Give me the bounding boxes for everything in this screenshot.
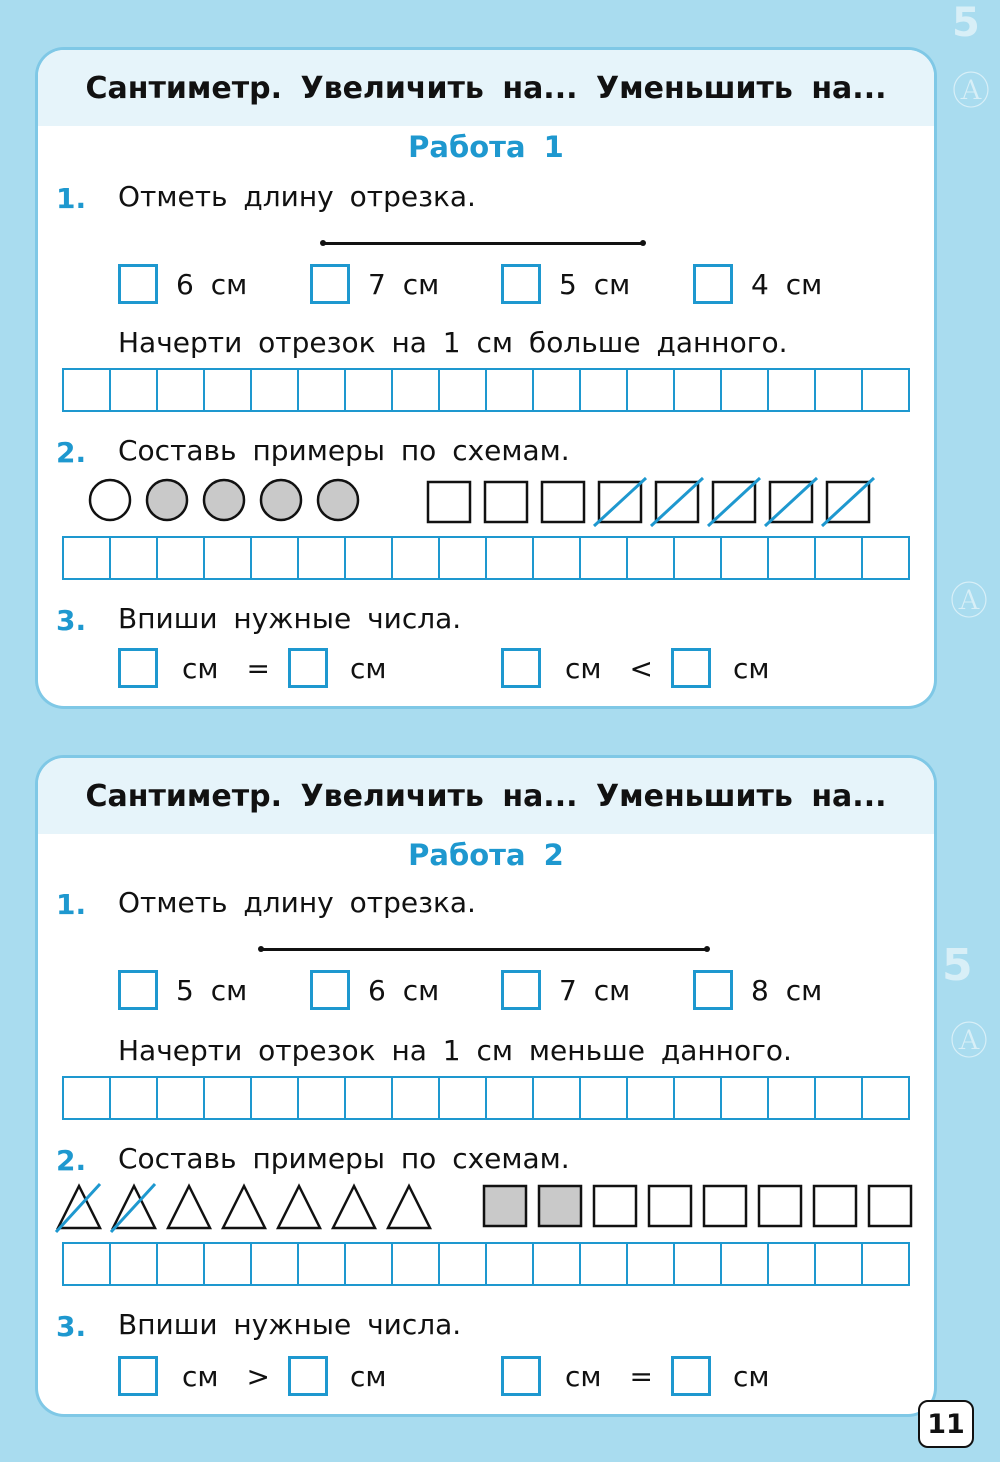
grid-cell[interactable]: [863, 1076, 910, 1120]
task-subtext: Начерти отрезок на 1 см больше данного.: [118, 326, 788, 359]
square-shape: [814, 1186, 856, 1226]
grid-cell[interactable]: [205, 1076, 252, 1120]
unit-label: см: [733, 651, 770, 685]
triangle-shape: [278, 1186, 320, 1228]
squares-schema: [480, 1182, 920, 1232]
comparison-sign: <: [629, 651, 653, 685]
grid-cell[interactable]: [722, 1242, 769, 1286]
grid-cell[interactable]: [393, 368, 440, 412]
background-doodle-5: 5: [952, 0, 980, 46]
circle-shape: [90, 480, 130, 520]
number-input-box[interactable]: [501, 1356, 541, 1396]
background-doodle-a: Ⓐ: [952, 69, 991, 113]
grid-cell[interactable]: [581, 1242, 628, 1286]
grid-cell[interactable]: [816, 368, 863, 412]
length-option[interactable]: [501, 264, 630, 304]
grid-cell[interactable]: [393, 1076, 440, 1120]
squares-schema: [424, 476, 884, 528]
grid-cell[interactable]: [64, 368, 111, 412]
number-input-box[interactable]: [288, 648, 328, 688]
unit-label: см: [350, 651, 387, 685]
grid-cell[interactable]: [393, 1242, 440, 1286]
comparison-equal: [501, 1356, 784, 1396]
grid-cell[interactable]: [440, 368, 487, 412]
card-title: Сантиметр. Увеличить на... Уменьшить на...: [38, 758, 934, 834]
length-option[interactable]: [310, 970, 439, 1010]
answer-checkbox[interactable]: [501, 970, 541, 1010]
option-label: 6 см: [176, 267, 248, 301]
task-text: Впиши нужные числа.: [118, 602, 462, 635]
grid-cell[interactable]: [581, 536, 628, 580]
grid-cell[interactable]: [816, 1076, 863, 1120]
drawing-grid[interactable]: [62, 1076, 910, 1120]
comparison-greater: [118, 1356, 401, 1396]
grid-cell[interactable]: [299, 368, 346, 412]
number-input-box[interactable]: [118, 1356, 158, 1396]
grid-cell[interactable]: [487, 368, 534, 412]
answer-checkbox[interactable]: [118, 264, 158, 304]
grid-cell[interactable]: [769, 536, 816, 580]
length-option[interactable]: [501, 970, 630, 1010]
grid-cell[interactable]: [722, 368, 769, 412]
grid-cell[interactable]: [111, 536, 158, 580]
drawing-grid[interactable]: [62, 368, 910, 412]
grid-cell[interactable]: [111, 368, 158, 412]
comparison-sign: =: [246, 651, 270, 685]
task-number: 2.: [56, 436, 87, 469]
drawing-grid[interactable]: [62, 1242, 910, 1286]
grid-cell[interactable]: [675, 368, 722, 412]
comparison-equal: [118, 648, 401, 688]
triangle-shape: [223, 1186, 265, 1228]
circle-shape: [318, 480, 358, 520]
number-input-box[interactable]: [118, 648, 158, 688]
grid-cell[interactable]: [299, 536, 346, 580]
grid-cell[interactable]: [299, 1076, 346, 1120]
task-number: 2.: [56, 1144, 87, 1177]
grid-cell[interactable]: [393, 536, 440, 580]
answer-checkbox[interactable]: [118, 970, 158, 1010]
grid-cell[interactable]: [205, 1242, 252, 1286]
square-shape: [594, 1186, 636, 1226]
grid-cell[interactable]: [158, 1242, 205, 1286]
option-label: 7 см: [559, 973, 631, 1007]
grid-cell[interactable]: [863, 368, 910, 412]
grid-cell[interactable]: [487, 536, 534, 580]
task-number: 3.: [56, 1310, 87, 1343]
grid-cell[interactable]: [205, 368, 252, 412]
grid-cell[interactable]: [440, 1242, 487, 1286]
square-shape: [869, 1186, 911, 1226]
unit-label: см: [565, 1359, 602, 1393]
background-doodle-a2: Ⓐ: [950, 1019, 989, 1063]
grid-cell[interactable]: [346, 536, 393, 580]
unit-label: см: [733, 1359, 770, 1393]
grid-cell[interactable]: [628, 1242, 675, 1286]
triangle-shape: [388, 1186, 430, 1228]
grid-cell[interactable]: [816, 1242, 863, 1286]
background-doodle-5b: 5: [942, 940, 973, 991]
option-label: 5 см: [559, 267, 631, 301]
answer-checkbox[interactable]: [310, 970, 350, 1010]
square-shape: [485, 482, 527, 522]
grid-cell[interactable]: [769, 1242, 816, 1286]
drawing-grid[interactable]: [62, 536, 910, 580]
grid-cell[interactable]: [675, 1242, 722, 1286]
circles-schema: [88, 476, 378, 526]
number-input-box[interactable]: [501, 648, 541, 688]
answer-checkbox[interactable]: [693, 264, 733, 304]
grid-cell[interactable]: [111, 1242, 158, 1286]
grid-cell[interactable]: [769, 1076, 816, 1120]
grid-cell[interactable]: [534, 1242, 581, 1286]
grid-cell[interactable]: [722, 536, 769, 580]
grid-cell[interactable]: [722, 1076, 769, 1120]
answer-checkbox[interactable]: [693, 970, 733, 1010]
square-shape: [649, 1186, 691, 1226]
task-text: Отметь длину отрезка.: [118, 180, 476, 213]
grid-cell[interactable]: [534, 368, 581, 412]
option-label: 5 см: [176, 973, 248, 1007]
number-input-box[interactable]: [288, 1356, 328, 1396]
task-text: Впиши нужные числа.: [118, 1308, 462, 1341]
unit-label: см: [350, 1359, 387, 1393]
comparison-sign: >: [246, 1359, 270, 1393]
grid-cell[interactable]: [534, 536, 581, 580]
option-label: 7 см: [368, 267, 440, 301]
unit-label: см: [182, 651, 219, 685]
comparison-sign: =: [629, 1359, 653, 1393]
circle-shape: [204, 480, 244, 520]
answer-checkbox[interactable]: [310, 264, 350, 304]
length-option[interactable]: [118, 264, 247, 304]
number-input-box[interactable]: [671, 1356, 711, 1396]
unit-label: см: [182, 1359, 219, 1393]
grid-cell[interactable]: [64, 536, 111, 580]
grid-cell[interactable]: [299, 1242, 346, 1286]
option-label: 4 см: [751, 267, 823, 301]
grid-cell[interactable]: [252, 368, 299, 412]
task-number: 1.: [56, 888, 87, 921]
work-label: Работа 1: [408, 130, 564, 164]
grid-cell[interactable]: [675, 536, 722, 580]
task-number: 3.: [56, 604, 87, 637]
grid-cell[interactable]: [863, 536, 910, 580]
grid-cell[interactable]: [628, 368, 675, 412]
length-option[interactable]: [693, 264, 822, 304]
grid-cell[interactable]: [675, 1076, 722, 1120]
grid-cell[interactable]: [487, 1076, 534, 1120]
grid-cell[interactable]: [158, 1076, 205, 1120]
triangles-schema: [52, 1182, 442, 1234]
grid-cell[interactable]: [581, 1076, 628, 1120]
number-input-box[interactable]: [671, 648, 711, 688]
grid-cell[interactable]: [769, 368, 816, 412]
card-title: Сантиметр. Увеличить на... Уменьшить на...: [38, 50, 934, 126]
length-option[interactable]: [118, 970, 247, 1010]
square-shape: [539, 1186, 581, 1226]
grid-cell[interactable]: [816, 536, 863, 580]
length-option[interactable]: [693, 970, 822, 1010]
unit-label: см: [565, 651, 602, 685]
grid-cell[interactable]: [581, 368, 628, 412]
answer-checkbox[interactable]: [501, 264, 541, 304]
triangle-shape: [333, 1186, 375, 1228]
task-subtext: Начерти отрезок на 1 см меньше данного.: [118, 1034, 792, 1067]
page-number: 11: [918, 1400, 974, 1448]
grid-cell[interactable]: [487, 1242, 534, 1286]
task-number: 1.: [56, 182, 87, 215]
background-doodle-a3: Ⓐ: [950, 579, 989, 623]
length-option[interactable]: [310, 264, 439, 304]
square-shape: [704, 1186, 746, 1226]
grid-cell[interactable]: [440, 536, 487, 580]
grid-cell[interactable]: [158, 368, 205, 412]
grid-cell[interactable]: [252, 1242, 299, 1286]
grid-cell[interactable]: [64, 1076, 111, 1120]
grid-cell[interactable]: [863, 1242, 910, 1286]
grid-cell[interactable]: [346, 1076, 393, 1120]
task-text: Отметь длину отрезка.: [118, 886, 476, 919]
grid-cell[interactable]: [205, 536, 252, 580]
circle-shape: [147, 480, 187, 520]
grid-cell[interactable]: [346, 1242, 393, 1286]
grid-cell[interactable]: [252, 1076, 299, 1120]
comparison-less: [501, 648, 784, 688]
task-text: Составь примеры по схемам.: [118, 434, 570, 467]
triangle-shape: [168, 1186, 210, 1228]
grid-cell[interactable]: [534, 1076, 581, 1120]
grid-cell[interactable]: [111, 1076, 158, 1120]
circle-shape: [261, 480, 301, 520]
task-text: Составь примеры по схемам.: [118, 1142, 570, 1175]
work-label: Работа 2: [408, 838, 564, 872]
work-card-2: [38, 758, 934, 1414]
option-label: 8 см: [751, 973, 823, 1007]
grid-cell[interactable]: [346, 368, 393, 412]
option-label: 6 см: [368, 973, 440, 1007]
grid-cell[interactable]: [64, 1242, 111, 1286]
measure-segment: [260, 948, 708, 951]
grid-cell[interactable]: [628, 536, 675, 580]
measure-segment: [322, 242, 644, 245]
grid-cell[interactable]: [158, 536, 205, 580]
work-card-1: [38, 50, 934, 706]
square-shape: [428, 482, 470, 522]
square-shape: [542, 482, 584, 522]
square-shape: [484, 1186, 526, 1226]
square-shape: [759, 1186, 801, 1226]
grid-cell[interactable]: [628, 1076, 675, 1120]
grid-cell[interactable]: [252, 536, 299, 580]
grid-cell[interactable]: [440, 1076, 487, 1120]
